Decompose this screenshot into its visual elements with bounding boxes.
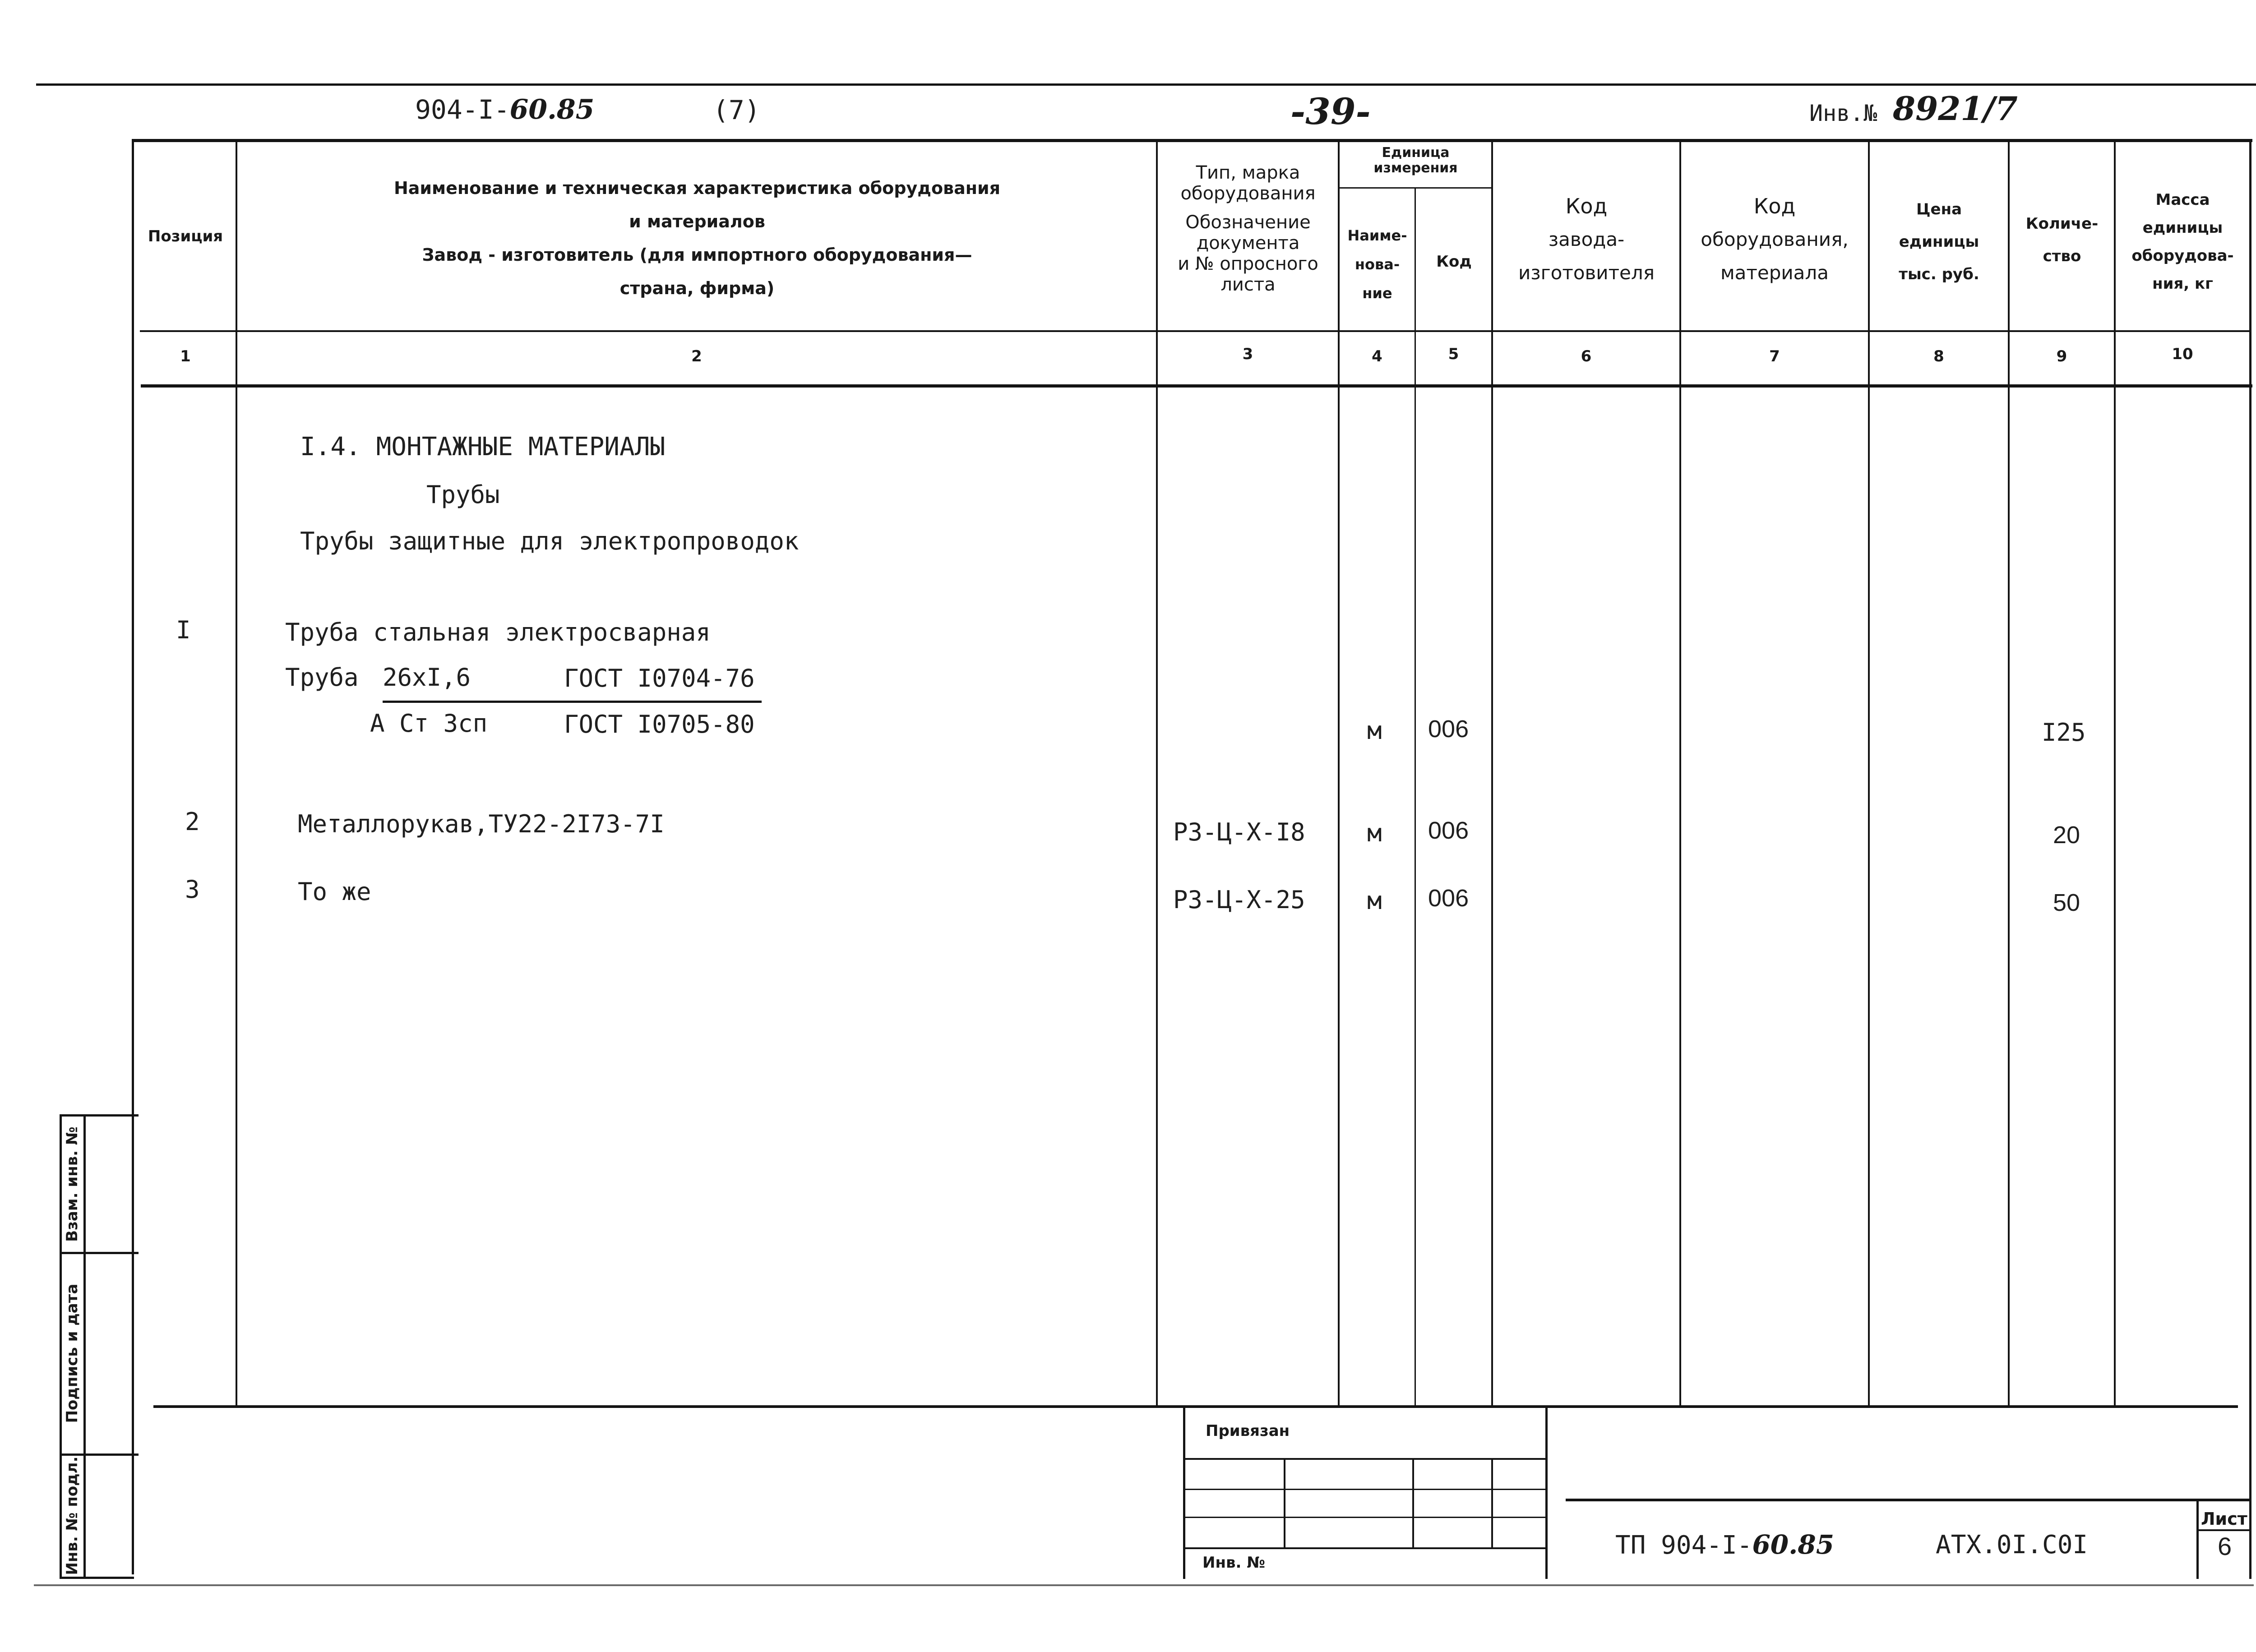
row-unit: м: [1367, 716, 1382, 745]
header-price-line: тыс. руб.: [1899, 265, 1979, 283]
page-number: -39-: [1290, 90, 1371, 133]
side-stamp-podpis: Подпись и дата: [63, 1283, 81, 1423]
col-divider-5: [1491, 140, 1493, 1407]
left-frame-line: [132, 140, 134, 1574]
row-fraction-bottom-right: ГОСТ I0705-80: [564, 710, 755, 738]
row-unit: м: [1367, 886, 1382, 915]
stamp-doc-code-typed: ТП 904-I-: [1615, 1531, 1752, 1560]
header-mass-line: оборудова-: [2131, 247, 2234, 265]
row-fraction-line: [383, 701, 762, 703]
header-qty: [2010, 208, 2114, 272]
stamp-privyazan: Привязан: [1206, 1422, 1290, 1440]
col-divider-9: [2114, 140, 2116, 1407]
header-price-line: единицы: [1899, 233, 1979, 251]
column-number: 1: [180, 347, 191, 365]
column-number: 5: [1448, 345, 1459, 363]
row-fraction-top-left: 26хI,6: [383, 663, 471, 692]
row-unit-code: 006: [1428, 715, 1469, 743]
header-equip-code-line: оборудования,: [1701, 228, 1849, 250]
header-unit-title: [1340, 145, 1491, 176]
header-name-line: Наименование и техническая характеристика оборудования: [393, 178, 1001, 198]
header-type-line: листа: [1220, 274, 1276, 295]
header-equip-code-line: материала: [1720, 262, 1829, 284]
row-position: 2: [185, 808, 200, 836]
header-name-line: и материалов: [629, 212, 765, 231]
header-factory-code-line: изготовителя: [1518, 262, 1655, 284]
col-divider-8: [2008, 140, 2010, 1407]
stamp-grid-line: [1183, 1547, 1545, 1549]
stamp-border: [1545, 1407, 1548, 1579]
header-equip-code-line: Код: [1753, 194, 1796, 218]
row-type: РЗ-Ц-Х-I8: [1173, 818, 1305, 846]
header-type-line: и № опросного: [1178, 254, 1318, 274]
stamp-sheet-label: Лист: [2201, 1509, 2247, 1529]
row-name: То же: [298, 877, 371, 906]
top-doc-code: [415, 94, 594, 125]
row-qty: I25: [2042, 718, 2086, 747]
row-position: 3: [185, 875, 200, 904]
column-number: 2: [691, 347, 702, 365]
side-stamp-border: [83, 1114, 86, 1579]
row-name: Металлорукав,ТУ22-2I73-7I: [298, 810, 665, 838]
header-factory-code-line: Код: [1565, 194, 1608, 218]
header-name-line: Завод - изготовитель (для импортного оборудования—: [422, 245, 972, 265]
inv-number: 8921/7: [1893, 89, 2018, 128]
header-name-line: страна, фирма): [619, 278, 775, 298]
sheet-paren: (7): [713, 95, 760, 125]
header-factory-code: [1493, 189, 1679, 290]
col-divider-1: [236, 140, 237, 1407]
doc-code-typed: 904-I-: [415, 94, 510, 125]
header-qty-line: Количе-: [2025, 215, 2099, 233]
column-number: 10: [2172, 345, 2193, 363]
top-frame-line: [36, 83, 2256, 86]
header-mass: [2116, 186, 2249, 298]
body-bottom-line: [153, 1405, 2238, 1408]
right-frame-line: [2249, 140, 2251, 1579]
header-qty-line: ство: [2043, 247, 2081, 265]
stamp-sheet-divider: [2196, 1500, 2199, 1579]
row-fraction-top-right: ГОСТ I0704-76: [564, 664, 755, 692]
stamp-title-line: [1566, 1499, 2249, 1501]
header-unit-code: Код: [1436, 253, 1472, 271]
header-unit-name-line: ние: [1362, 285, 1392, 302]
side-stamp-border: [60, 1114, 139, 1117]
stamp-inv-no: Инв. №: [1202, 1554, 1266, 1572]
header-equip-code: [1682, 189, 1868, 290]
header-type: [1160, 162, 1336, 295]
header-type-line: оборудования: [1180, 183, 1316, 204]
section-group: Трубы защитные для электропроводок: [300, 527, 799, 555]
stamp-grid-line: [1284, 1460, 1285, 1547]
col-divider-2: [1156, 140, 1158, 1407]
row-qty: 50: [2053, 889, 2080, 916]
side-stamp-border: [60, 1114, 62, 1579]
header-price: [1870, 193, 2008, 291]
colnum-bottom-line: [141, 384, 2252, 388]
col-divider-6: [1679, 140, 1681, 1407]
header-position: Позиция: [148, 227, 223, 245]
header-type-line: документа: [1196, 233, 1300, 254]
stamp-doc-suffix: АТХ.0I.С0I: [1936, 1530, 2088, 1560]
side-stamp-vzam: Взам. инв. №: [63, 1126, 81, 1242]
row-qty: 20: [2053, 821, 2080, 849]
column-number: 6: [1581, 347, 1592, 365]
column-number: 4: [1372, 347, 1382, 365]
header-mass-line: Масса: [2155, 191, 2210, 209]
inv-label: Инв.№: [1809, 100, 1877, 126]
header-mass-line: единицы: [2142, 219, 2223, 237]
header-unit-title-line: измерения: [1373, 160, 1458, 176]
header-name: [239, 171, 1155, 305]
column-number: 3: [1242, 345, 1253, 363]
row-unit-code: 006: [1428, 817, 1469, 844]
header-type-line: Обозначение: [1185, 212, 1311, 233]
bottom-edge-line: [34, 1584, 2254, 1586]
header-price-line: Цена: [1916, 200, 1962, 218]
side-stamp-inv-podl: Инв. № подл.: [63, 1456, 81, 1575]
row-fraction-bottom-left: А Ст 3сп: [370, 709, 488, 738]
header-bottom-line: [140, 330, 2251, 332]
stamp-grid-line: [1412, 1460, 1414, 1547]
doc-code-handwritten: 60.85: [509, 94, 595, 125]
stamp-grid-line: [1491, 1460, 1493, 1547]
column-number: 9: [2056, 347, 2067, 365]
header-unit-name-line: нова-: [1355, 256, 1400, 273]
section-title: I.4. МОНТАЖНЫЕ МАТЕРИАЛЫ: [300, 432, 666, 461]
col-divider-3: [1338, 140, 1340, 1407]
row-unit: м: [1367, 819, 1382, 847]
header-unit-title-line: Единица: [1382, 145, 1450, 161]
header-top-line: [132, 139, 2252, 142]
col-divider-4: [1415, 187, 1416, 1407]
column-number: 7: [1769, 347, 1780, 365]
header-type-line: Тип, марка: [1196, 162, 1300, 183]
row-position: I: [176, 616, 191, 644]
row-name: Труба стальная электросварная: [285, 618, 711, 646]
column-number: 8: [1933, 347, 1944, 365]
stamp-doc-code-handwritten: 60.85: [1752, 1529, 1835, 1560]
row-fraction-prefix: Труба: [285, 663, 359, 692]
stamp-sheet-number: 6: [2218, 1532, 2232, 1560]
row-unit-code: 006: [1428, 885, 1469, 912]
col-divider-7: [1868, 140, 1870, 1407]
header-unit-name-line: Наиме-: [1347, 227, 1407, 244]
stamp-doc-code: [1615, 1529, 1834, 1560]
header-mass-line: ния, кг: [2152, 275, 2213, 293]
row-type: РЗ-Ц-Х-25: [1173, 886, 1305, 914]
header-factory-code-line: завода-: [1548, 228, 1625, 250]
stamp-border: [1183, 1407, 1185, 1579]
header-unit-name: [1340, 221, 1415, 308]
section-subtitle: Трубы: [426, 480, 500, 509]
side-stamp-border: [60, 1252, 139, 1254]
